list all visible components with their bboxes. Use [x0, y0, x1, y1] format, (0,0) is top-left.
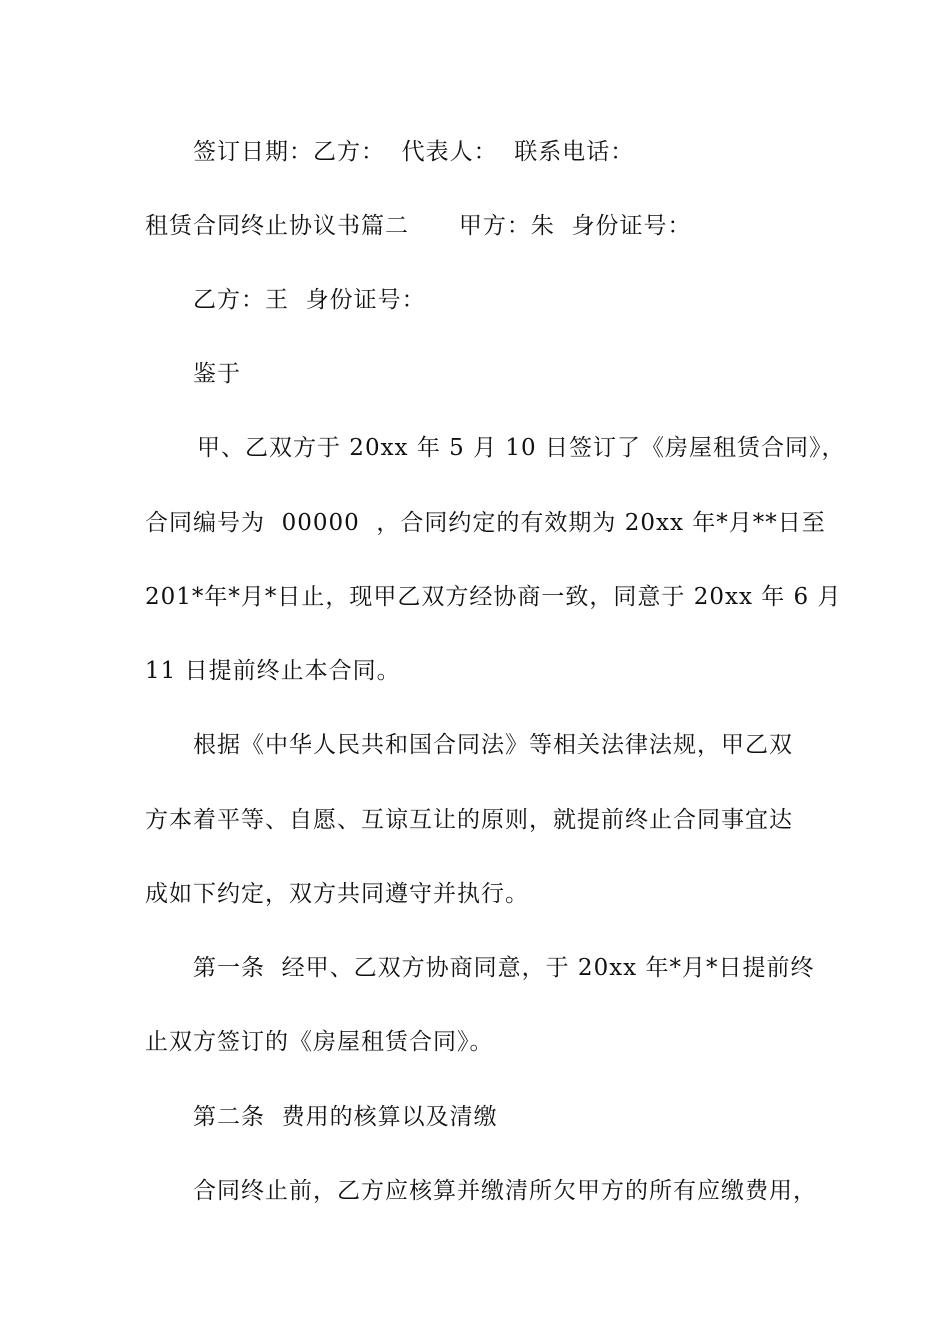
paragraph-line: 合同编号为 00000 ，合同约定的有效期为 20xx 年*月**日至: [145, 510, 826, 536]
paragraph-line: 201*年*月*日止，现甲乙双方经协商一致，同意于 20xx 年 6 月: [145, 584, 842, 610]
paragraph-line: 甲、乙双方于 20xx 年 5 月 10 日签订了《房屋租赁合同》，: [197, 435, 846, 461]
party-b-line: 乙方：王 身份证号：: [193, 287, 426, 313]
article-one-line: 止双方签订的《房屋租赁合同》。: [145, 1029, 494, 1055]
paragraph-line: 根据《中华人民共和国合同法》等相关法律法规，甲乙双: [193, 732, 793, 758]
paragraph-line: 11 日提前终止本合同。: [145, 658, 401, 684]
paragraph-line: 成如下约定，双方共同遵守并执行。: [145, 881, 529, 907]
signing-info-line: 签订日期：乙方： 代表人： 联系电话：: [193, 139, 635, 165]
paragraph-line: 方本着平等、自愿、互谅互让的原则，就提前终止合同事宜达: [145, 807, 793, 833]
paragraph-line: 合同终止前，乙方应核算并缴清所欠甲方的所有应缴费用，: [193, 1178, 817, 1204]
article-one-line: 第一条 经甲、乙双方协商同意，于 20xx 年*月*日提前终: [193, 955, 815, 981]
section-title-line: 租赁合同终止协议书篇二 甲方：朱 身份证号：: [145, 213, 692, 239]
article-two-heading: 第二条 费用的核算以及清缴: [193, 1104, 498, 1130]
whereas-line: 鉴于: [193, 361, 241, 387]
